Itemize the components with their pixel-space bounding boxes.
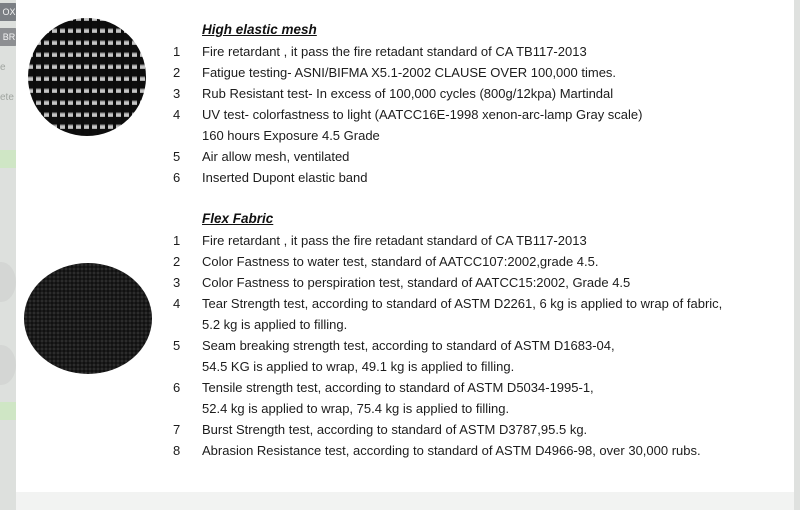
- list-item: [173, 167, 368, 188]
- list-item-text: Fatigue testing- ASNI/BIFMA X5.1-2002 CLAUSE OVER 100,000 times.: [202, 65, 617, 80]
- list-item-text: Tensile strength test, according to standard of ASTM D5034-1995-1,: [202, 380, 594, 395]
- high-elastic-mesh-section: [173, 19, 643, 188]
- section-title: High elastic mesh: [202, 22, 317, 37]
- list-item-text: 160 hours Exposure 4.5 Grade: [202, 128, 380, 143]
- list-item-text: Fire retardant , it pass the fire retadant standard of CA TB117-2013: [202, 44, 587, 59]
- list-item-number: 5: [173, 149, 181, 164]
- list-item-text: Air allow mesh, ventilated: [202, 149, 350, 164]
- list-item-text: Rub Resistant test- In excess of 100,000 cycles (800g/12kpa) Martindal: [202, 86, 614, 101]
- list-item-number: 2: [173, 254, 181, 269]
- background-faint-text: e: [0, 62, 6, 73]
- list-item-text: Inserted Dupont elastic band: [202, 170, 368, 185]
- background-tag: OX: [0, 3, 18, 21]
- list-item-number: 4: [173, 296, 181, 311]
- list-item-continuation: [173, 314, 348, 335]
- document-bottom-strip: [16, 492, 794, 510]
- list-item: [173, 104, 643, 125]
- list-item: [173, 335, 615, 356]
- list-item-number: 5: [173, 338, 181, 353]
- list-item: [173, 230, 587, 251]
- list-item: [173, 440, 701, 461]
- list-item: [173, 419, 588, 440]
- list-item: [173, 83, 614, 104]
- list-item-continuation: [173, 398, 510, 419]
- list-item-number: 8: [173, 443, 181, 458]
- list-item-continuation: [173, 356, 515, 377]
- list-item: [173, 62, 617, 83]
- list-item-number: 6: [173, 380, 181, 395]
- list-item-text: 52.4 kg is applied to wrap, 75.4 kg is applied to filling.: [202, 401, 510, 416]
- flex-fabric-section: [173, 208, 723, 461]
- list-item-number: 3: [173, 275, 181, 290]
- list-item-continuation: [173, 125, 380, 146]
- list-item-text: Tear Strength test, according to standard of ASTM D2261, 6 kg is applied to wrap of fabric,: [202, 296, 723, 311]
- background-tag: BR: [0, 28, 18, 46]
- list-item-text: Abrasion Resistance test, according to standard of ASTM D4966-98, over 30,000 rubs.: [202, 443, 701, 458]
- list-item: [173, 293, 723, 314]
- list-item-number: 4: [173, 107, 181, 122]
- list-item: [173, 377, 594, 398]
- list-item-text: Seam breaking strength test, according to standard of ASTM D1683-04,: [202, 338, 615, 353]
- list-item-number: 6: [173, 170, 181, 185]
- list-item: [173, 272, 631, 293]
- list-item-text: Color Fastness to water test, standard of AATCC107:2002,grade 4.5.: [202, 254, 599, 269]
- list-item-number: 7: [173, 422, 181, 437]
- document-sheet: [16, 0, 794, 492]
- list-item-text: Color Fastness to perspiration test, standard of AATCC15:2002, Grade 4.5: [202, 275, 631, 290]
- mesh-fabric-swatch-image: [28, 18, 146, 136]
- list-item-number: 1: [173, 44, 181, 59]
- section-title: Flex Fabric: [202, 211, 274, 226]
- background-faint-text: ete: [0, 92, 14, 103]
- list-item-number: 3: [173, 86, 181, 101]
- list-item: [173, 146, 350, 167]
- list-item-text: Burst Strength test, according to standard of ASTM D3787,95.5 kg.: [202, 422, 588, 437]
- list-item-number: 1: [173, 233, 181, 248]
- list-item-number: 2: [173, 65, 181, 80]
- list-item: [173, 251, 599, 272]
- list-item: [173, 41, 587, 62]
- list-item-text: 5.2 kg is applied to filling.: [202, 317, 348, 332]
- list-item-text: 54.5 KG is applied to wrap, 49.1 kg is applied to filling.: [202, 359, 515, 374]
- list-item-text: UV test- colorfastness to light (AATCC16E-1998 xenon-arc-lamp Gray scale): [202, 107, 643, 122]
- list-item-text: Fire retardant , it pass the fire retadant standard of CA TB117-2013: [202, 233, 587, 248]
- flex-fabric-swatch-image: [24, 263, 152, 374]
